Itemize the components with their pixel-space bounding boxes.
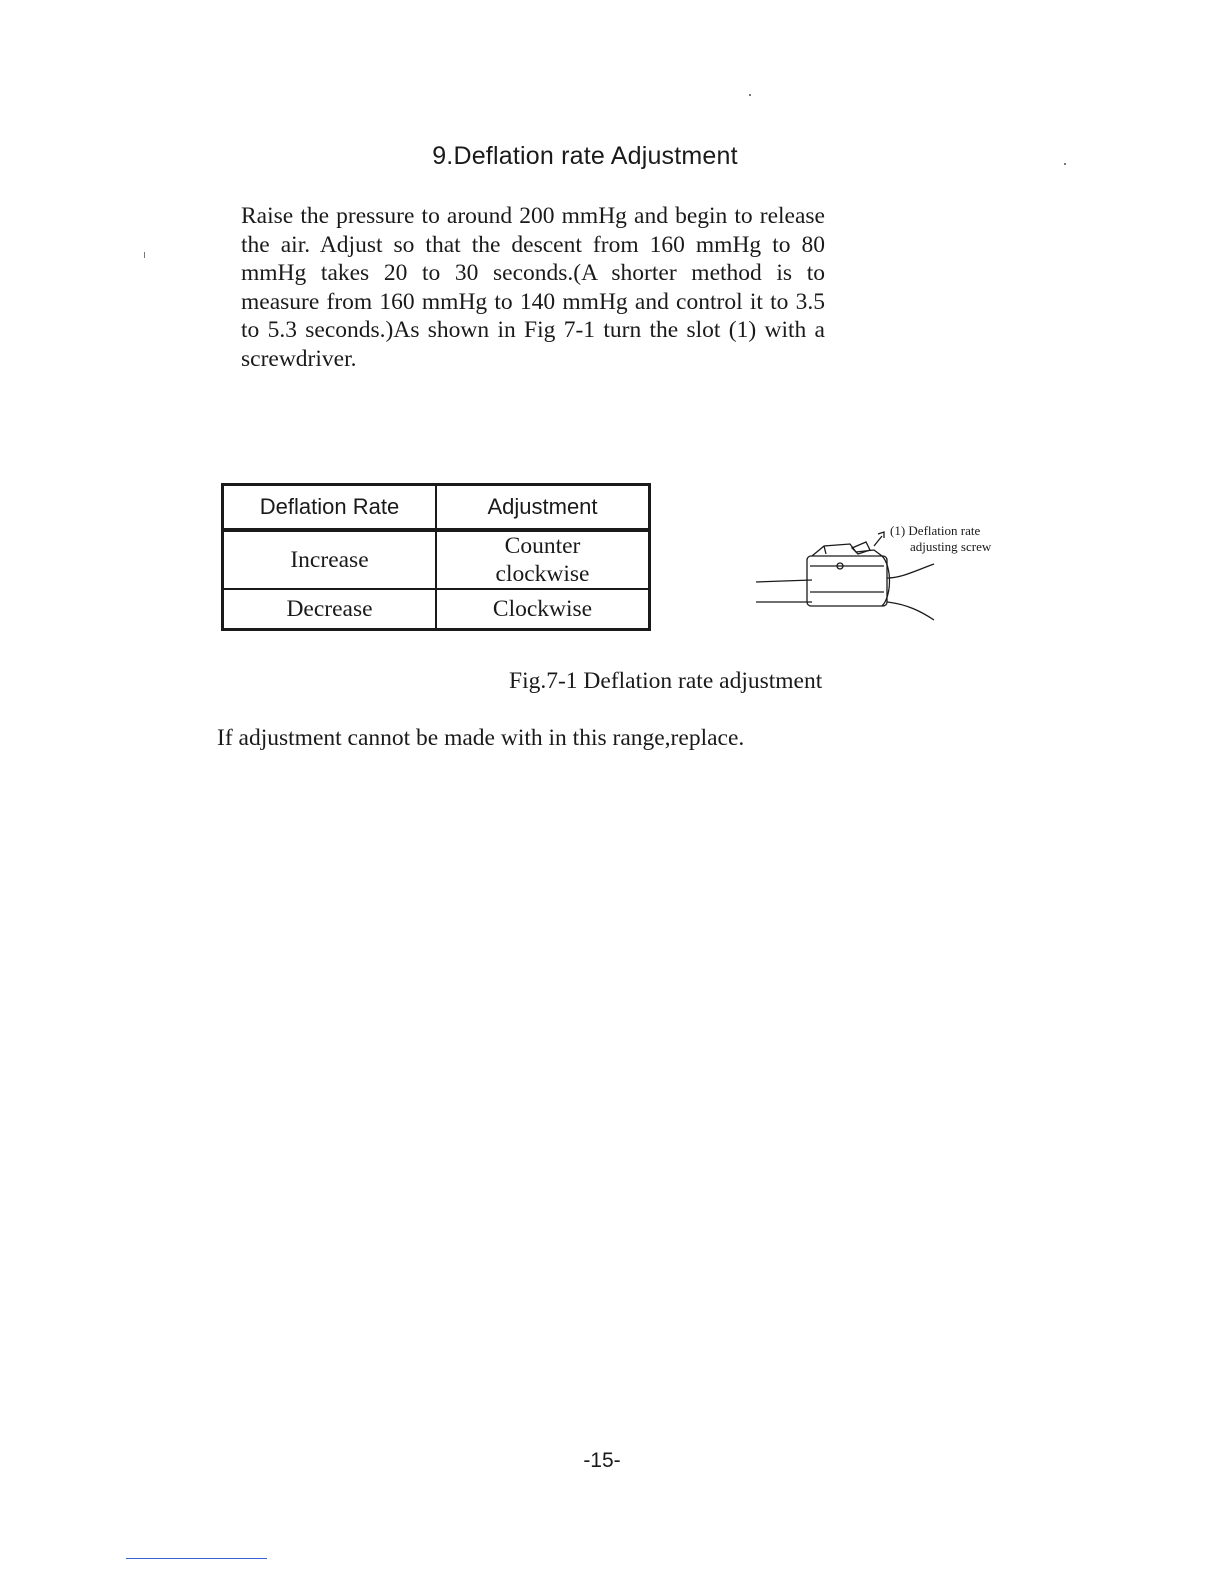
deflation-rate-table (221, 483, 651, 631)
scan-speck (144, 252, 145, 258)
section-title: 9.Deflation rate Adjustment (432, 142, 738, 170)
figure-label-line1: (1) Deflation rate (890, 523, 981, 538)
deflation-valve-illustration (752, 520, 1022, 630)
instruction-paragraph: Raise the pressure to around 200 mmHg and begin to release the air. Adjust so that the descent from 160 mmHg to 80 mmHg takes 20 to 30 seconds.(A shorter method is to measure from 160 mmHg to 140 mmHg and control it to 3.5 to 5.3 seconds.)As shown in Fig 7-1 turn the slot (1) with a screwdriver. (241, 203, 825, 372)
cell-adjustment-clockwise: Clockwise (436, 589, 650, 630)
cell-rate-increase: Increase (223, 530, 437, 589)
closing-note: If adjustment cannot be made with in this range,replace. (217, 725, 745, 751)
table-row (223, 530, 650, 589)
table-row (223, 589, 650, 630)
figure-caption: Fig.7-1 Deflation rate adjustment (509, 668, 823, 694)
figure-label-line2: adjusting screw (910, 539, 992, 554)
scan-speck (749, 94, 751, 96)
cell-rate-decrease: Decrease (223, 589, 437, 630)
cell-adjustment-counter-clockwise: Counter clockwise (436, 530, 650, 589)
table-header-row (223, 485, 650, 531)
scan-speck (1064, 163, 1066, 165)
column-header-deflation-rate: Deflation Rate (223, 485, 437, 531)
page-number: -15- (583, 1449, 621, 1472)
column-header-adjustment: Adjustment (436, 485, 650, 531)
bottom-rule (126, 1558, 267, 1559)
